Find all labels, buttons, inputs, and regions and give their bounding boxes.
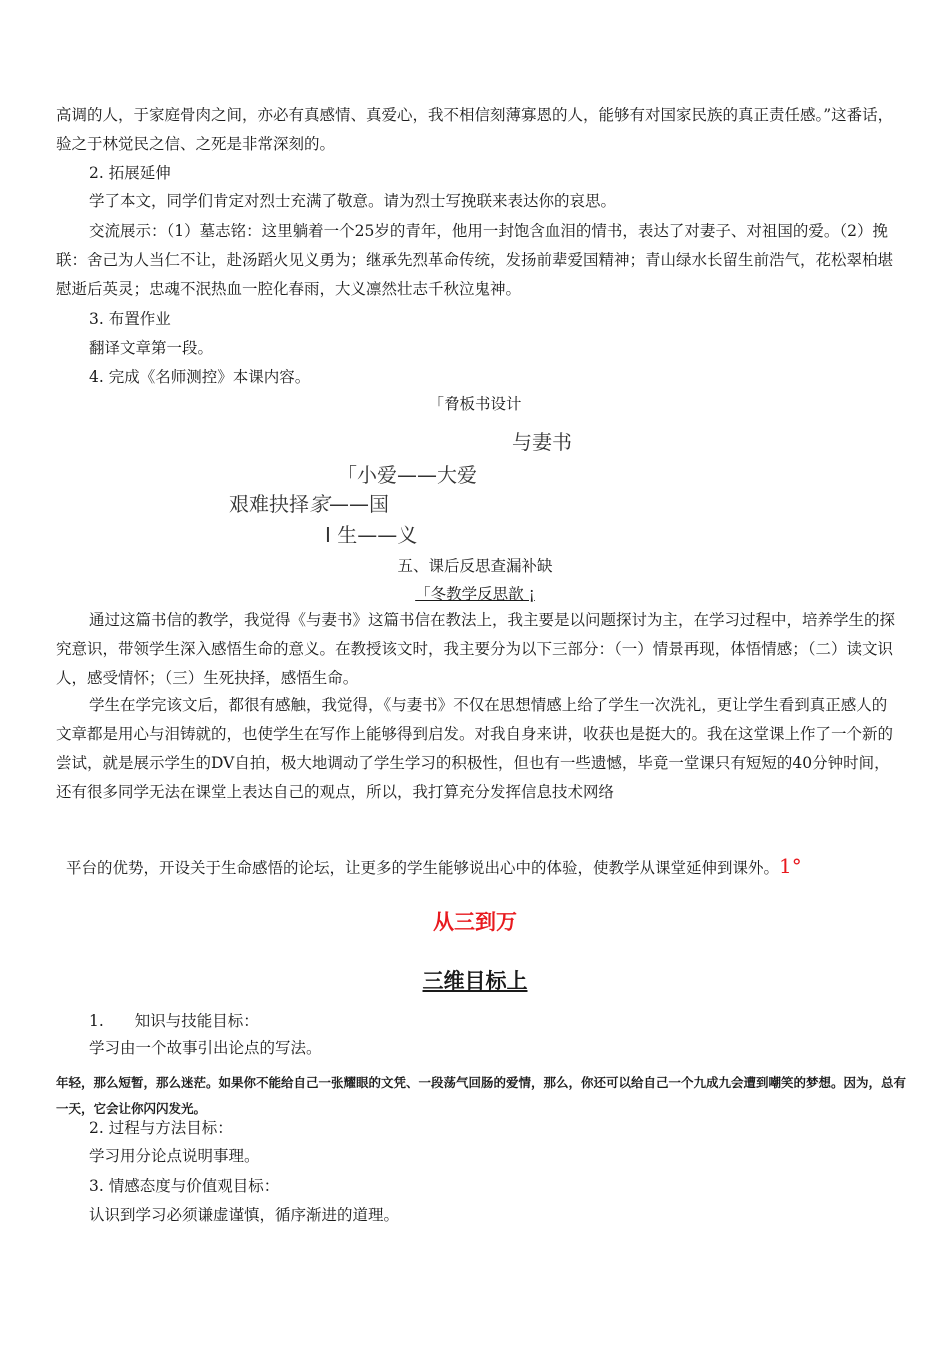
reflection-paragraph-2: 学生在学完该文后，都很有感触，我觉得，《与妻书》不仅在思想情感上给了学生一次洗礼，更让学生看到真正感人的文章都是用心与泪铸就的，也使学生在写作上能够得到启发。对我自身来讲，收获也是挺大的。我在这堂课上作了一个新的尝试，就是展示学生的DV自拍，极大地调动了学生学习的积极性，但也有一些遗憾，毕竟一堂课只有短短的40分钟时间，还有很多同学无法在课堂上表达自己的观点，所以，我打算充分发挥信息技术网络 [56, 696, 894, 801]
reflection-paragraph-3-text: 平台的优势，开设关于生命感悟的论坛，让更多的学生能够说出心中的体验，使教学从课堂延伸到课外。 [66, 859, 780, 877]
board-row-life: I 生——义 [325, 523, 418, 547]
board-row-love: 「小爱——大爱 [337, 463, 477, 487]
board-row-choice-right: ——国 [329, 492, 389, 516]
footnote-mark: 1° [779, 854, 802, 878]
paragraph-homework: 翻译文章第一段。 [89, 339, 214, 357]
board-title: 与妻书 [512, 430, 572, 454]
board-row-choice [229, 488, 389, 517]
goal-2-heading: 2. 过程与方法目标： [89, 1119, 233, 1137]
reflection-paragraph-1: 通过这篇书信的教学，我觉得《与妻书》这篇书信在教法上，我主要是以问题探讨为主，在学习过程中，培养学生的探究意识，带领学生深入感悟生命的意义。在教授该文时，我主要分为以下三部分：（一）情景再现，体悟情感；（二）读文识人，感受情怀；（三）生死抉择，感悟生命。 [56, 611, 896, 687]
reflection-paragraph-3 [66, 855, 802, 879]
paragraph-extension-task: 学了本文，同学们肯定对烈士充满了敬意。请为烈士写挽联来表达你的哀思。 [89, 192, 617, 210]
inserted-motto-text: 年轻，那么短暂，那么迷茫。如果你不能给自己一张耀眼的文凭、一段荡气回肠的爱情，那么，你还可以给自己一个九成九会遭到嘲笑的梦想。因为，总有一天，它会让你闪闪发光。 [56, 1074, 907, 1116]
paragraph-quote-end: 高调的人，于家庭骨肉之间，亦必有真感情、真爱心，我不相信刻薄寡恩的人，能够有对国家民族的真正责任感。”这番话，验之于林觉民之信、之死是非常深刻的。 [56, 106, 894, 153]
board-row-choice-home: 家 [309, 492, 329, 516]
teaching-reflection-heading: 「冬教学反思歆 ¡ [415, 585, 535, 603]
paragraph-exchange-display: 交流展示：（1）墓志铭：这里躺着一个25岁的青年，他用一封饱含血泪的情书，表达了对妻子、对祖国的爱。（2）挽联：舍己为人当仁不让，赴汤蹈火见义勇为；继承先烈革命传统，发扬前辈爱国精神；青山绿水长留生前浩气，花松翠柏堪慰逝后英灵；忠魂不泯热血一腔化春雨，大义凛然壮志千秋泣鬼神。 [56, 222, 894, 298]
goal-1-heading: 1. 知识与技能目标： [89, 1012, 259, 1030]
next-lesson-title: 从三到万 [433, 910, 517, 934]
heading-homework: 3. 布置作业 [89, 310, 171, 328]
section-five-heading: 五、课后反思查漏补缺 [397, 557, 553, 575]
heading-complete: 4. 完成《名师测控》本课内容。 [89, 368, 311, 386]
board-design-heading: 「脅板书设计 [428, 395, 522, 413]
board-row-choice-left: 艰难抉择 [229, 492, 309, 516]
goal-2-text: 学习用分论点说明事理。 [89, 1147, 260, 1165]
heading-extension: 2. 拓展延伸 [89, 164, 171, 182]
goal-3-heading: 3. 情感态度与价值观目标： [89, 1177, 280, 1195]
three-goals-heading: 三维目标上 [422, 969, 528, 993]
goal-3-text: 认识到学习必须谦虚谨慎，循序渐进的道理。 [89, 1206, 400, 1224]
goal-1-text: 学习由一个故事引出论点的写法。 [89, 1039, 322, 1057]
